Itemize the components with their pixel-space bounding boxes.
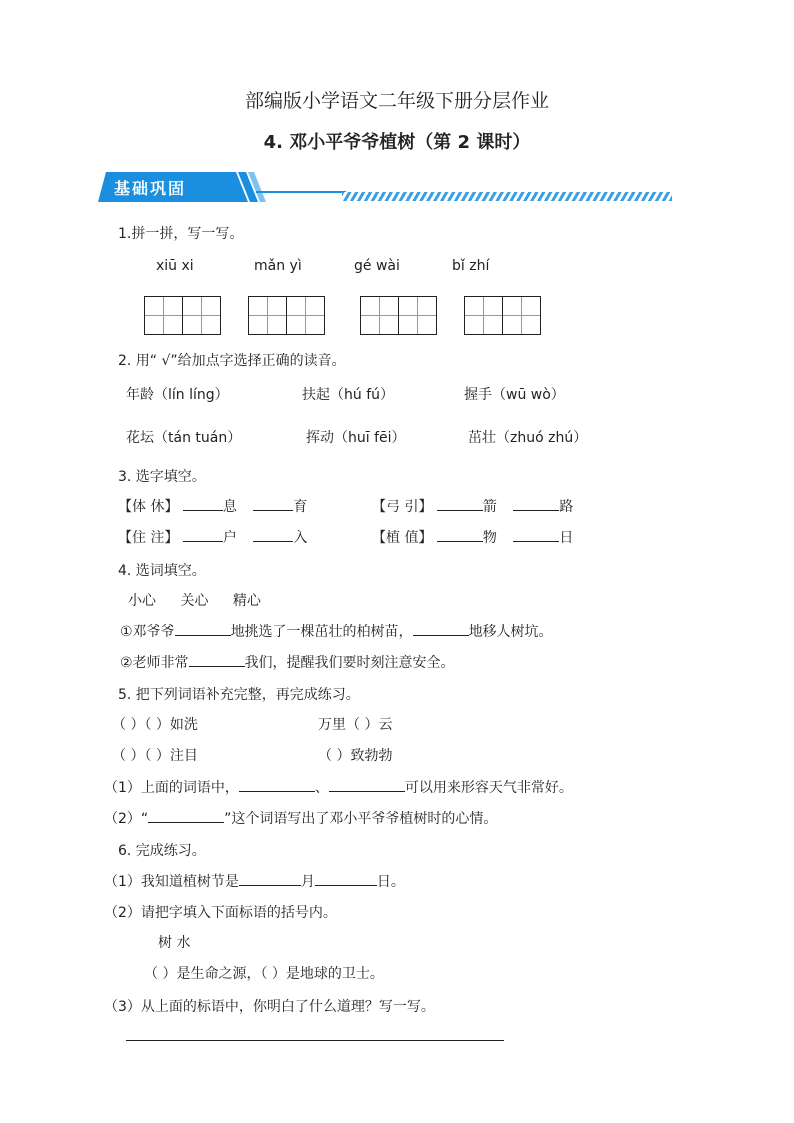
blank[interactable]: [437, 527, 483, 542]
question-5-stem: 5. 把下列词语补充完整，再完成练习。: [118, 687, 360, 703]
blank[interactable]: [437, 496, 483, 511]
word-part: 箭: [482, 499, 497, 515]
word-part: 物: [482, 530, 497, 546]
options: 【体 休】: [118, 499, 179, 515]
question-3-stem: 3. 选字填空。: [118, 469, 206, 485]
options: 【住 注】: [118, 530, 179, 546]
sentence-text: 地移人树坑。: [468, 624, 553, 640]
char-choice-row: [118, 527, 307, 547]
blank[interactable]: [239, 777, 315, 792]
blank[interactable]: [253, 496, 293, 511]
reading-item[interactable]: 挥动（huī fēi）: [306, 430, 406, 446]
sentence-text: 我们，提醒我们要时刻注意安全。: [244, 655, 455, 671]
word-part: 户: [222, 530, 237, 546]
sentence-text: ①邓爷爷: [120, 624, 175, 640]
pinyin-2: mǎn yì: [254, 258, 302, 274]
question-2-stem: 2. 用“ √”给加点字选择正确的读音。: [118, 353, 346, 369]
blank[interactable]: [189, 652, 245, 667]
sub-question: （3）从上面的标语中，你明白了什么道理？写一写。: [104, 999, 435, 1015]
sentence-text: 可以用来形容天气非常好。: [404, 780, 573, 796]
blank[interactable]: [513, 496, 559, 511]
sentence-text: （1）上面的词语中，: [104, 780, 239, 796]
blank[interactable]: [329, 777, 405, 792]
reading-item[interactable]: 花坛（tán tuán）: [126, 430, 242, 446]
blank[interactable]: [239, 871, 301, 886]
writing-grid[interactable]: [360, 296, 437, 335]
sentence-text: （2）“: [104, 811, 149, 827]
sentence-text: 地挑选了一棵茁壮的柏树苗，: [230, 624, 413, 640]
reading-item[interactable]: 握手（wū wò）: [464, 387, 565, 403]
answer-line[interactable]: [126, 1040, 504, 1041]
word-part: 路: [559, 499, 574, 515]
idiom-fill[interactable]: （ ）（ ）如洗: [112, 717, 198, 733]
sentence-1: [120, 621, 553, 641]
pinyin-4: bǐ zhí: [452, 258, 490, 274]
section-label: 基础巩固: [114, 179, 187, 198]
sentence-2: [120, 652, 455, 672]
options: 【植 值】: [372, 530, 433, 546]
blank[interactable]: [413, 621, 469, 636]
char-bank: 树 水: [158, 935, 191, 951]
question-4-stem: 4. 选词填空。: [118, 563, 206, 579]
word-part: 息: [222, 499, 237, 515]
reading-item[interactable]: 年龄（lín líng）: [126, 387, 229, 403]
blank[interactable]: [183, 496, 223, 511]
question-1-stem: 1.拼一拼，写一写。: [118, 226, 244, 242]
page-title: 部编版小学语文二年级下册分层作业: [244, 90, 549, 112]
sub-question: （2）请把字填入下面标语的括号内。: [104, 905, 337, 921]
writing-grid[interactable]: [144, 296, 221, 335]
banner-stripes: [342, 192, 672, 201]
blank[interactable]: [148, 808, 224, 823]
options: 【弓 引】: [372, 499, 433, 515]
blank[interactable]: [513, 527, 559, 542]
sub-question: [104, 871, 405, 891]
pinyin-1: xiū xi: [156, 258, 194, 274]
sub-question: [104, 777, 573, 797]
section-banner: [96, 170, 676, 204]
sentence-text: （1）我知道植树节是: [104, 874, 239, 890]
lesson-title: 4. 邓小平爷爷植树（第 2 课时）: [263, 132, 531, 153]
question-6-stem: 6. 完成练习。: [118, 843, 206, 859]
writing-grid[interactable]: [248, 296, 325, 335]
sentence-text: ”这个词语写出了邓小平爷爷植树时的心情。: [224, 811, 498, 827]
idiom-fill[interactable]: （ ）致勃勃: [318, 748, 393, 764]
char-choice-row: [372, 496, 573, 516]
sentence-text: 、: [314, 780, 329, 796]
char-choice-row: [372, 527, 573, 547]
sub-question: [104, 808, 497, 828]
sentence-text: 日。: [376, 874, 405, 890]
char-choice-row: [118, 496, 307, 516]
idiom-fill[interactable]: 万里（ ）云: [318, 717, 393, 733]
blank[interactable]: [315, 871, 377, 886]
writing-grid[interactable]: [464, 296, 541, 335]
word-bank: [128, 590, 261, 610]
word-option: 精心: [232, 593, 261, 609]
reading-item[interactable]: 扶起（hú fú）: [302, 387, 394, 403]
word-part: 日: [559, 530, 574, 546]
word-option: 小心: [128, 593, 156, 609]
pinyin-3: gé wài: [354, 258, 400, 274]
word-option: 关心: [180, 593, 209, 609]
slogan[interactable]: （ ）是生命之源，（ ）是地球的卫士。: [144, 966, 384, 982]
blank[interactable]: [253, 527, 293, 542]
blank[interactable]: [183, 527, 223, 542]
blank[interactable]: [175, 621, 231, 636]
word-part: 入: [293, 530, 308, 546]
reading-item[interactable]: 茁壮（zhuó zhú）: [468, 430, 588, 446]
word-part: 育: [293, 499, 308, 515]
sentence-text: 月: [300, 874, 315, 890]
idiom-fill[interactable]: （ ）（ ）注目: [112, 748, 198, 764]
sentence-text: ②老师非常: [120, 655, 189, 671]
